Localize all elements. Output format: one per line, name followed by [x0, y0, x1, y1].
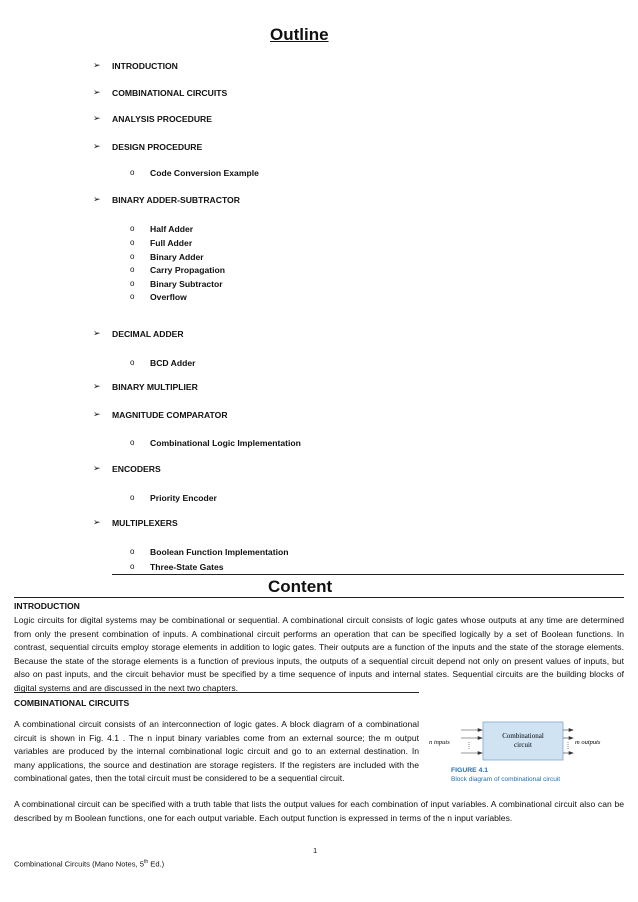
circle-bullet-icon: o	[130, 292, 135, 301]
outline-divider	[112, 574, 624, 575]
block-diagram-figure	[425, 720, 625, 790]
inputs-label: n inputs	[429, 739, 450, 746]
arrow-bullet-icon: ➢	[93, 113, 101, 123]
outline-subitem: Carry Propagation	[150, 265, 225, 275]
input-arrows	[461, 729, 482, 755]
comb-paragraph-1: A combinational circuit consists of an interconnection of logic gates. A block diagram of a combinational circuit is shown in Fig. 4.1 . The n input binary variables come from an external source; the m output variables are produced by the internal combinational logic circuit and go to an external destination. In many applications, the source and destination are storage registers. If the registers are included with the combinational gates, then the total circuit must be considered to be a sequential circuit.	[14, 719, 419, 783]
circle-bullet-icon: o	[130, 238, 135, 247]
circle-bullet-icon: o	[130, 358, 135, 367]
outline-item: DECIMAL ADDER	[112, 329, 184, 339]
outline-item: ENCODERS	[112, 464, 161, 474]
footer-note: Combinational Circuits (Mano Notes, 5th Ed.)	[14, 859, 165, 869]
outline-subitem: BCD Adder	[150, 358, 196, 368]
output-arrows	[563, 729, 573, 755]
arrow-bullet-icon: ➢	[93, 409, 101, 419]
outline-item: MULTIPLEXERS	[112, 518, 178, 528]
outline-subitem: Binary Adder	[150, 252, 204, 262]
outline-subitem: Full Adder	[150, 238, 193, 248]
outline-item: INTRODUCTION	[112, 61, 178, 71]
outline-item: ANALYSIS PROCEDURE	[112, 114, 212, 124]
arrow-bullet-icon: ➢	[93, 381, 101, 391]
content-divider	[14, 597, 624, 598]
outline-item: COMBINATIONAL CIRCUITS	[112, 88, 228, 98]
outline-item: DESIGN PROCEDURE	[112, 142, 203, 152]
outline-item: BINARY MULTIPLIER	[112, 382, 198, 392]
section-divider	[14, 692, 419, 693]
circle-bullet-icon: o	[130, 547, 135, 556]
content-title: Content	[268, 577, 333, 596]
outline-title: Outline	[270, 25, 329, 44]
outline-subitem: Binary Subtractor	[150, 279, 223, 289]
arrow-bullet-icon: ➢	[93, 87, 101, 97]
circle-bullet-icon: o	[130, 493, 135, 502]
arrow-bullet-icon: ➢	[93, 141, 101, 151]
circle-bullet-icon: o	[130, 562, 135, 571]
arrow-bullet-icon: ➢	[93, 517, 101, 527]
outline-subitem: Boolean Function Implementation	[150, 547, 289, 557]
outputs-label: m outputs	[575, 739, 601, 746]
box-label-1: Combinational	[502, 732, 544, 740]
circle-bullet-icon: o	[130, 265, 135, 274]
outline-subitem: Priority Encoder	[150, 493, 217, 503]
circle-bullet-icon: o	[130, 168, 135, 177]
arrow-bullet-icon: ➢	[93, 463, 101, 473]
figure-number: FIGURE 4.1	[451, 767, 489, 774]
comb-heading: COMBINATIONAL CIRCUITS	[14, 698, 130, 708]
figure-caption: Block diagram of combinational circuit	[451, 776, 561, 783]
outline-item: MAGNITUDE COMPARATOR	[112, 410, 228, 420]
box-label-2: circuit	[514, 741, 532, 749]
page-number: 1	[313, 846, 318, 855]
circle-bullet-icon: o	[130, 224, 135, 233]
outline-subitem: Half Adder	[150, 224, 194, 234]
circle-bullet-icon: o	[130, 279, 135, 288]
arrow-bullet-icon: ➢	[93, 328, 101, 338]
outline-subitem: Code Conversion Example	[150, 168, 259, 178]
circle-bullet-icon: o	[130, 438, 135, 447]
arrow-bullet-icon: ➢	[93, 194, 101, 204]
outline-item: BINARY ADDER-SUBTRACTOR	[112, 195, 240, 205]
circle-bullet-icon: o	[130, 252, 135, 261]
comb-paragraph-2: A combinational circuit can be specified with a truth table that lists the output values for each combination of input variables. A combinational circuit also can be described by m Boolean functions, one for each output variable. Each output function is expressed in terms of the n input variables.	[14, 799, 624, 823]
outline-subitem: Combinational Logic Implementation	[150, 438, 301, 448]
intro-heading: INTRODUCTION	[14, 601, 80, 611]
outline-subitem: Three-State Gates	[150, 562, 224, 572]
outline-subitem: Overflow	[150, 292, 187, 302]
arrow-bullet-icon: ➢	[93, 60, 101, 70]
intro-paragraph: Logic circuits for digital systems may be combinational or sequential. A combinational circuit consists of logic gates whose outputs at any time are determined from only the present combination of inputs. A combinational circuit performs an operation that can be specified logically by a set of Boolean functions. In contrast, sequential circuits employ storage elements in addition to logic gates. Their outputs are a function of the inputs and the state of the storage elements. Because the state of the storage elements is a function of previous inputs, the outputs of a sequential circuit depend not only on present values of inputs, but also on past inputs, and the circuit behavior must be specified by a time sequence of inputs and internal states. Sequential circuits are the building blocks of digital systems and are discussed in the next two chapters.	[14, 615, 624, 693]
